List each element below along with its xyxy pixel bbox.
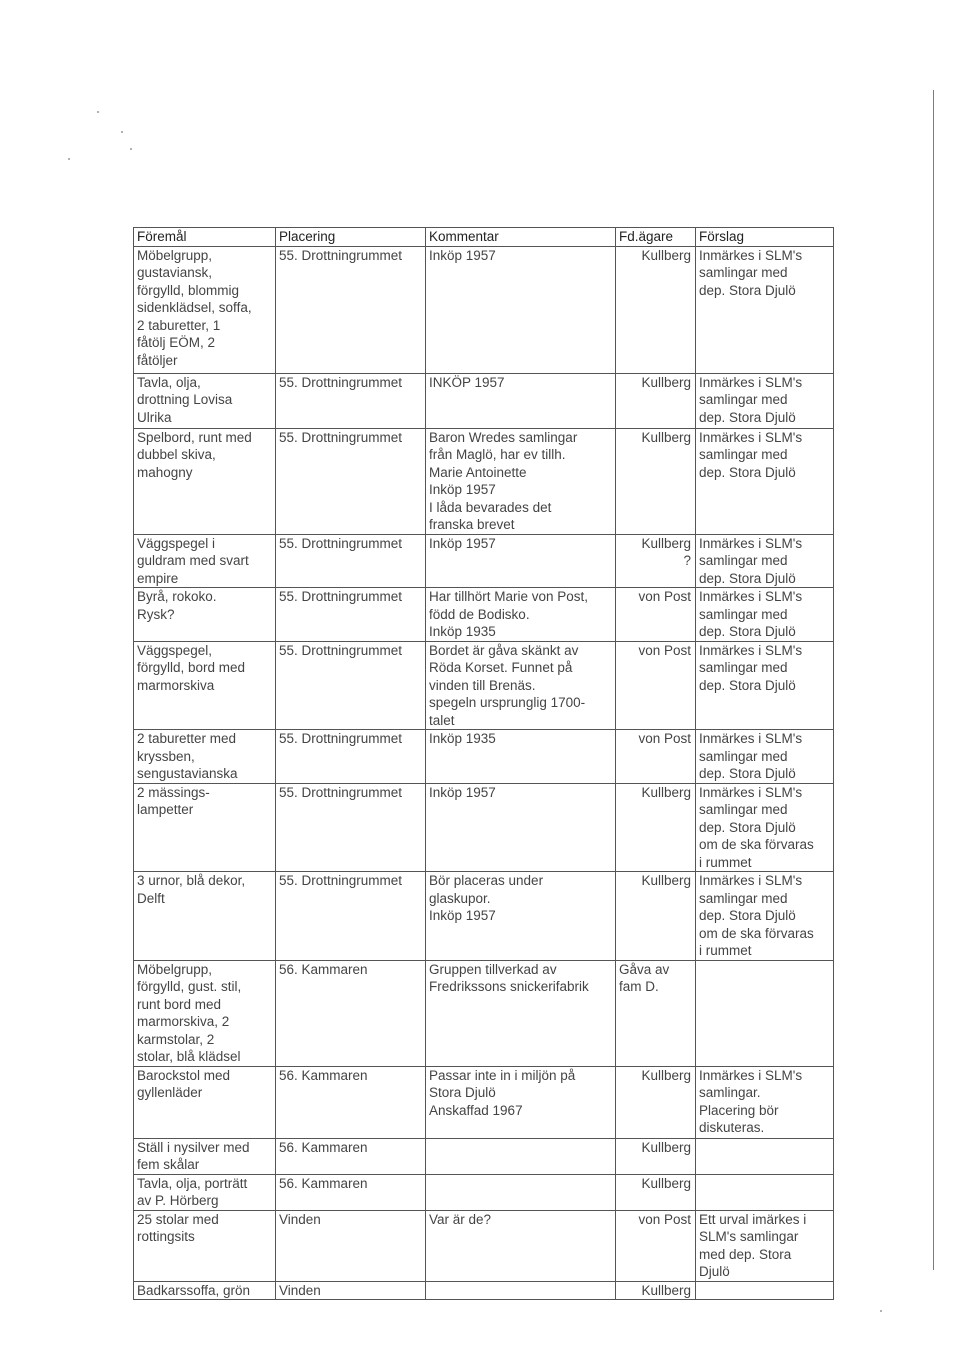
cell-foremal: Tavla, olja, porträtt av P. Hörberg: [134, 1174, 276, 1210]
cell-forslag: Inmärkes i SLM's samlingar med dep. Stora Djulö: [696, 373, 834, 428]
cell-foremal: Väggspegel i guldram med svart empire: [134, 534, 276, 588]
header-forslag: Förslag: [696, 228, 834, 247]
scan-speck: [880, 1310, 882, 1312]
cell-fdagare: von Post: [616, 588, 696, 642]
scan-speck: [121, 131, 123, 133]
cell-kommentar: Inköp 1957: [426, 534, 616, 588]
cell-foremal: Byrå, rokoko. Rysk?: [134, 588, 276, 642]
cell-kommentar: INKÖP 1957: [426, 373, 616, 428]
cell-fdagare: Kullberg: [616, 373, 696, 428]
cell-forslag: Inmärkes i SLM's samlingar med dep. Stora Djulö: [696, 588, 834, 642]
cell-kommentar: Gruppen tillverkad av Fredrikssons snickerifabrik: [426, 960, 616, 1066]
cell-foremal: 25 stolar med rottingsits: [134, 1210, 276, 1281]
cell-forslag: Inmärkes i SLM's samlingar med dep. Stora Djulö: [696, 534, 834, 588]
cell-forslag: Inmärkes i SLM's samlingar med dep. Stora Djulö: [696, 428, 834, 534]
table-row: [134, 1174, 834, 1210]
table-row: [134, 730, 834, 784]
header-kommentar: Kommentar: [426, 228, 616, 247]
cell-kommentar: [426, 1281, 616, 1300]
cell-fdagare: Kullberg: [616, 872, 696, 961]
cell-kommentar: Inköp 1957: [426, 783, 616, 872]
cell-placering: Vinden: [276, 1281, 426, 1300]
cell-placering: 56. Kammaren: [276, 1138, 426, 1174]
cell-foremal: 2 taburetter med kryssben, sengustavianska: [134, 730, 276, 784]
cell-foremal: Spelbord, runt med dubbel skiva, mahogny: [134, 428, 276, 534]
cell-kommentar: Bör placeras under glaskupor. Inköp 1957: [426, 872, 616, 961]
cell-foremal: Möbelgrupp, förgylld, gust. stil, runt bord med marmorskiva, 2 karmstolar, 2 stolar, blå klädsel: [134, 960, 276, 1066]
cell-fdagare: Kullberg: [616, 1138, 696, 1174]
cell-fdagare: Kullberg: [616, 783, 696, 872]
cell-fdagare: Kullberg: [616, 1281, 696, 1300]
cell-kommentar: [426, 1174, 616, 1210]
table-row: [134, 1210, 834, 1281]
cell-placering: 55. Drottningrummet: [276, 641, 426, 730]
cell-fdagare: Kullberg: [616, 428, 696, 534]
header-foremal: Föremål: [134, 228, 276, 247]
cell-fdagare: von Post: [616, 1210, 696, 1281]
table-row: [134, 534, 834, 588]
scan-speck: [130, 148, 132, 150]
cell-placering: 55. Drottningrummet: [276, 373, 426, 428]
cell-placering: 55. Drottningrummet: [276, 872, 426, 961]
cell-forslag: Inmärkes i SLM's samlingar med dep. Stora Djulö om de ska förvaras i rummet: [696, 783, 834, 872]
cell-foremal: Väggspegel, förgylld, bord med marmorskiva: [134, 641, 276, 730]
cell-fdagare: von Post: [616, 730, 696, 784]
cell-placering: 55. Drottningrummet: [276, 783, 426, 872]
cell-fdagare: Kullberg: [616, 1066, 696, 1138]
header-fdagare: Fd.ägare: [616, 228, 696, 247]
cell-placering: 56. Kammaren: [276, 960, 426, 1066]
scan-edge-line: [933, 90, 934, 1270]
cell-kommentar: Bordet är gåva skänkt av Röda Korset. Funnet på vinden till Brenäs. spegeln ursprunglig 1700- talet: [426, 641, 616, 730]
cell-foremal: Tavla, olja, drottning Lovisa Ulrika: [134, 373, 276, 428]
cell-kommentar: Baron Wredes samlingar från Maglö, har ev tillh. Marie Antoinette Inköp 1957 I låda bevarades det franska brevet: [426, 428, 616, 534]
cell-fdagare: Gåva av fam D.: [616, 960, 696, 1066]
cell-foremal: Möbelgrupp, gustaviansk, förgylld, blommig sidenklädsel, soffa, 2 taburetter, 1 fåtölj EÖM, 2 fåtöljer: [134, 246, 276, 373]
table-row: [134, 246, 834, 373]
cell-forslag: Ett urval imärkes i SLM's samlingar med dep. Stora Djulö: [696, 1210, 834, 1281]
cell-fdagare: Kullberg ?: [616, 534, 696, 588]
table-row: [134, 588, 834, 642]
scan-speck: [97, 111, 99, 113]
table-row: [134, 783, 834, 872]
table-row: [134, 428, 834, 534]
cell-placering: 55. Drottningrummet: [276, 730, 426, 784]
cell-forslag: [696, 1281, 834, 1300]
cell-placering: 55. Drottningrummet: [276, 246, 426, 373]
table-row: [134, 872, 834, 961]
cell-placering: 55. Drottningrummet: [276, 428, 426, 534]
cell-foremal: 2 mässings- lampetter: [134, 783, 276, 872]
table-row: [134, 960, 834, 1066]
inventory-table: [133, 227, 834, 1300]
cell-forslag: Inmärkes i SLM's samlingar med dep. Stora Djulö om de ska förvaras i rummet: [696, 872, 834, 961]
cell-kommentar: Har tillhört Marie von Post, född de Bodisko. Inköp 1935: [426, 588, 616, 642]
cell-forslag: [696, 1138, 834, 1174]
cell-placering: 56. Kammaren: [276, 1066, 426, 1138]
cell-placering: 56. Kammaren: [276, 1174, 426, 1210]
cell-forslag: [696, 960, 834, 1066]
cell-placering: Vinden: [276, 1210, 426, 1281]
cell-placering: 55. Drottningrummet: [276, 588, 426, 642]
table-row: [134, 641, 834, 730]
table-row: [134, 373, 834, 428]
cell-fdagare: von Post: [616, 641, 696, 730]
scan-speck: [68, 158, 70, 160]
cell-kommentar: [426, 1138, 616, 1174]
cell-fdagare: Kullberg: [616, 1174, 696, 1210]
table-row: [134, 1138, 834, 1174]
cell-foremal: Badkarssoffa, grön: [134, 1281, 276, 1300]
cell-foremal: 3 urnor, blå dekor, Delft: [134, 872, 276, 961]
cell-kommentar: Passar inte in i miljön på Stora Djulö Anskaffad 1967: [426, 1066, 616, 1138]
cell-forslag: [696, 1174, 834, 1210]
table-row: [134, 1281, 834, 1300]
cell-forslag: Inmärkes i SLM's samlingar med dep. Stora Djulö: [696, 641, 834, 730]
cell-placering: 55. Drottningrummet: [276, 534, 426, 588]
cell-fdagare: Kullberg: [616, 246, 696, 373]
cell-kommentar: Var är de?: [426, 1210, 616, 1281]
cell-forslag: Inmärkes i SLM's samlingar med dep. Stora Djulö: [696, 246, 834, 373]
cell-foremal: Ställ i nysilver med fem skålar: [134, 1138, 276, 1174]
table-row: [134, 1066, 834, 1138]
cell-kommentar: Inköp 1957: [426, 246, 616, 373]
cell-forslag: Inmärkes i SLM's samlingar med dep. Stora Djulö: [696, 730, 834, 784]
table-header-row: [134, 228, 834, 247]
header-placering: Placering: [276, 228, 426, 247]
cell-kommentar: Inköp 1935: [426, 730, 616, 784]
cell-foremal: Barockstol med gyllenläder: [134, 1066, 276, 1138]
cell-forslag: Inmärkes i SLM's samlingar. Placering bör diskuteras.: [696, 1066, 834, 1138]
